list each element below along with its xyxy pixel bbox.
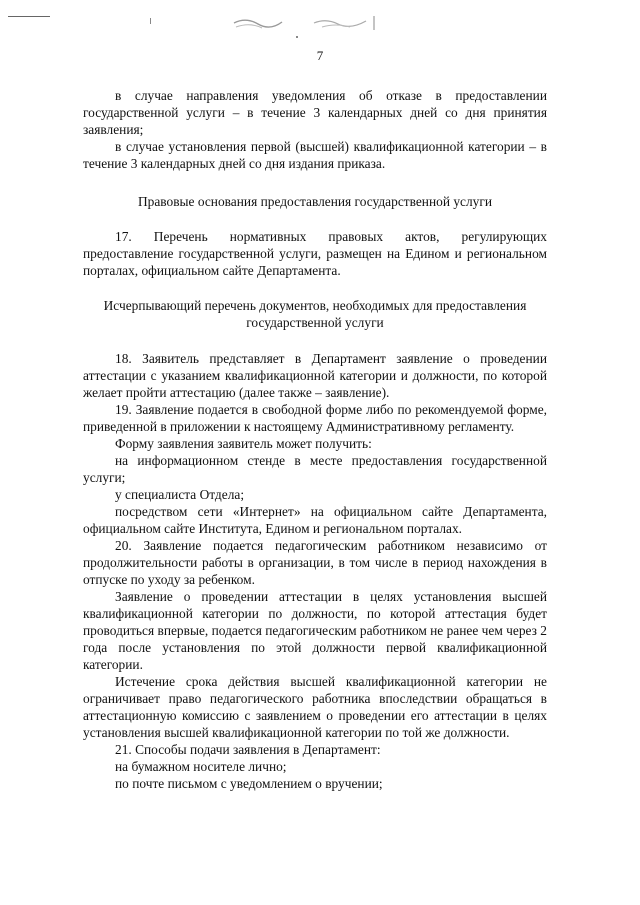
paragraph: 18. Заявитель представляет в Департамент заявление о проведении аттестации с указанием квалификационной категории и должности, по которой желает пройти аттестацию (далее также – заявление).	[83, 351, 547, 400]
paragraph: 19. Заявление подается в свободной форме либо по рекомендуемой форме, приведенной в приложении к настоящему Административному регламенту.	[83, 402, 547, 434]
paragraph: Истечение срока действия высшей квалификационной категории не ограничивает право педагогического работника впоследствии обращаться в аттестационную комиссию с заявлением о проведении его аттестации в целях установления высшей квалификационной категории по той же должности.	[83, 674, 547, 740]
section-heading: Исчерпывающий перечень документов, необходимых для предоставления государственной услуги	[103, 298, 527, 330]
paragraph: 20. Заявление подается педагогическим работником независимо от продолжительности работы в организации, в том числе в период нахождения в отпуске по уходу за ребенком.	[83, 538, 547, 587]
paragraph: в случае установления первой (высшей) квалификационной категории – в течение 3 календарных дней со дня издания приказа.	[83, 139, 547, 171]
paragraph: у специалиста Отдела;	[115, 487, 245, 502]
paragraph: Заявление о проведении аттестации в целях установления высшей квалификационной категории по должности, по которой аттестация будет проводиться впервые, подается педагогическим работником не ранее чем через 2 года после установления по этой должности первой квалификационной категории.	[83, 589, 547, 672]
paragraph: в случае направления уведомления об отказе в предоставлении государственной услуги – в течение 3 календарных дней со дня принятия заявления;	[83, 88, 547, 137]
page-number: 7	[316, 48, 324, 63]
document-body	[83, 87, 547, 792]
scan-artifact-tick	[150, 18, 151, 24]
scan-artifact-smudge	[226, 14, 376, 32]
paragraph: Форму заявления заявитель может получить:	[115, 436, 372, 451]
paragraph: на информационном стенде в месте предоставления государственной услуги;	[83, 453, 547, 485]
paragraph: на бумажном носителе лично;	[115, 759, 287, 774]
scan-artifact-tick	[296, 36, 298, 38]
paragraph: 17. Перечень нормативных правовых актов, регулирующих предоставление государственной услуги, размещен на Едином и региональном порталах, официальном сайте Департамента.	[83, 229, 547, 278]
paragraph: 21. Способы подачи заявления в Департамент:	[115, 742, 381, 757]
paragraph: по почте письмом с уведомлением о вручении;	[115, 776, 383, 791]
paragraph: посредством сети «Интернет» на официальном сайте Департамента, официальном сайте Института, Едином и региональном порталах.	[83, 504, 547, 536]
scan-artifact-line	[8, 16, 50, 17]
section-heading: Правовые основания предоставления государственной услуги	[137, 194, 493, 209]
